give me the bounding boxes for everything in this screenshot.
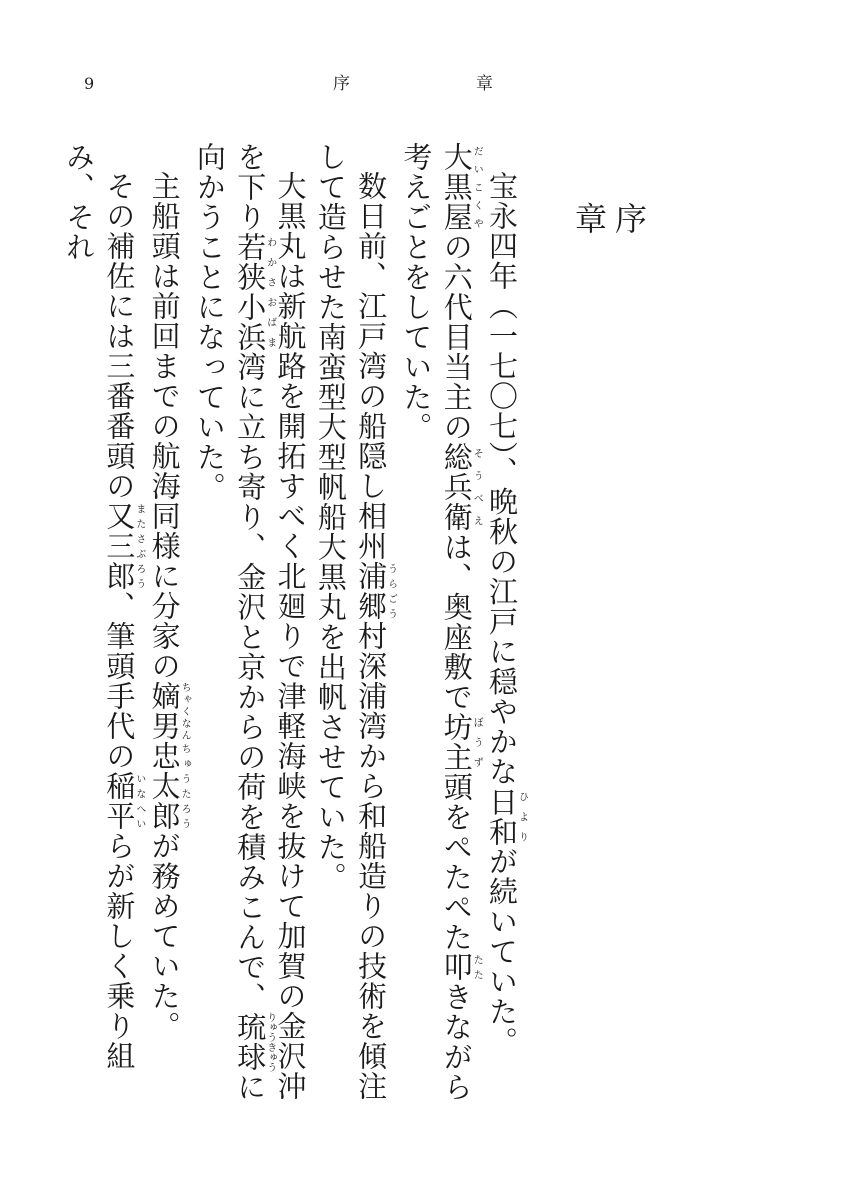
chapter-title: 序 章 (570, 202, 648, 314)
running-header-char: 序 (333, 74, 350, 94)
running-header (333, 74, 493, 94)
paragraph: 数日前、江戸湾の船隠し相州浦郷うらごう村深浦湾から和船造りの技術を傾注して造らせた南蛮型大型帆船大黒丸を出帆させていた。 (313, 142, 397, 1101)
paragraph: 大黒丸は新航路を開拓すべく北廻りで津軽海峡を抜けて加賀の金沢沖を下り若狭わかさ小浜おばま湾に立ち寄り、金沢と京からの荷を積みこんで、琉球りゅうきゅうに向かうことになっていた。 (192, 142, 308, 1102)
paragraph: 大黒屋だいこくやの六代目当主の総兵衛そうべえは、奥座敷で坊主ぼうず頭をぺたぺた叩たたきながら考えごとをしていた。 (399, 142, 483, 1102)
paragraph: 主船頭は前回までの航海同様に分家の嫡男ちゃくなん忠太郎ちゅうたろうが務めていた。 (147, 171, 191, 1041)
body-text (62, 142, 528, 1102)
page-number: 9 (84, 74, 95, 93)
paragraph: 宝永四年（一七〇七）、晩秋の江戸に穏やかな日和ひよりが続いていた。 (485, 171, 528, 1057)
running-header-char: 章 (476, 74, 493, 94)
paragraph: その補佐には三番番頭の又三郎またさぶろう、筆頭手代の稲平いなへいらが新しく乗り組み、それ (62, 142, 145, 1071)
